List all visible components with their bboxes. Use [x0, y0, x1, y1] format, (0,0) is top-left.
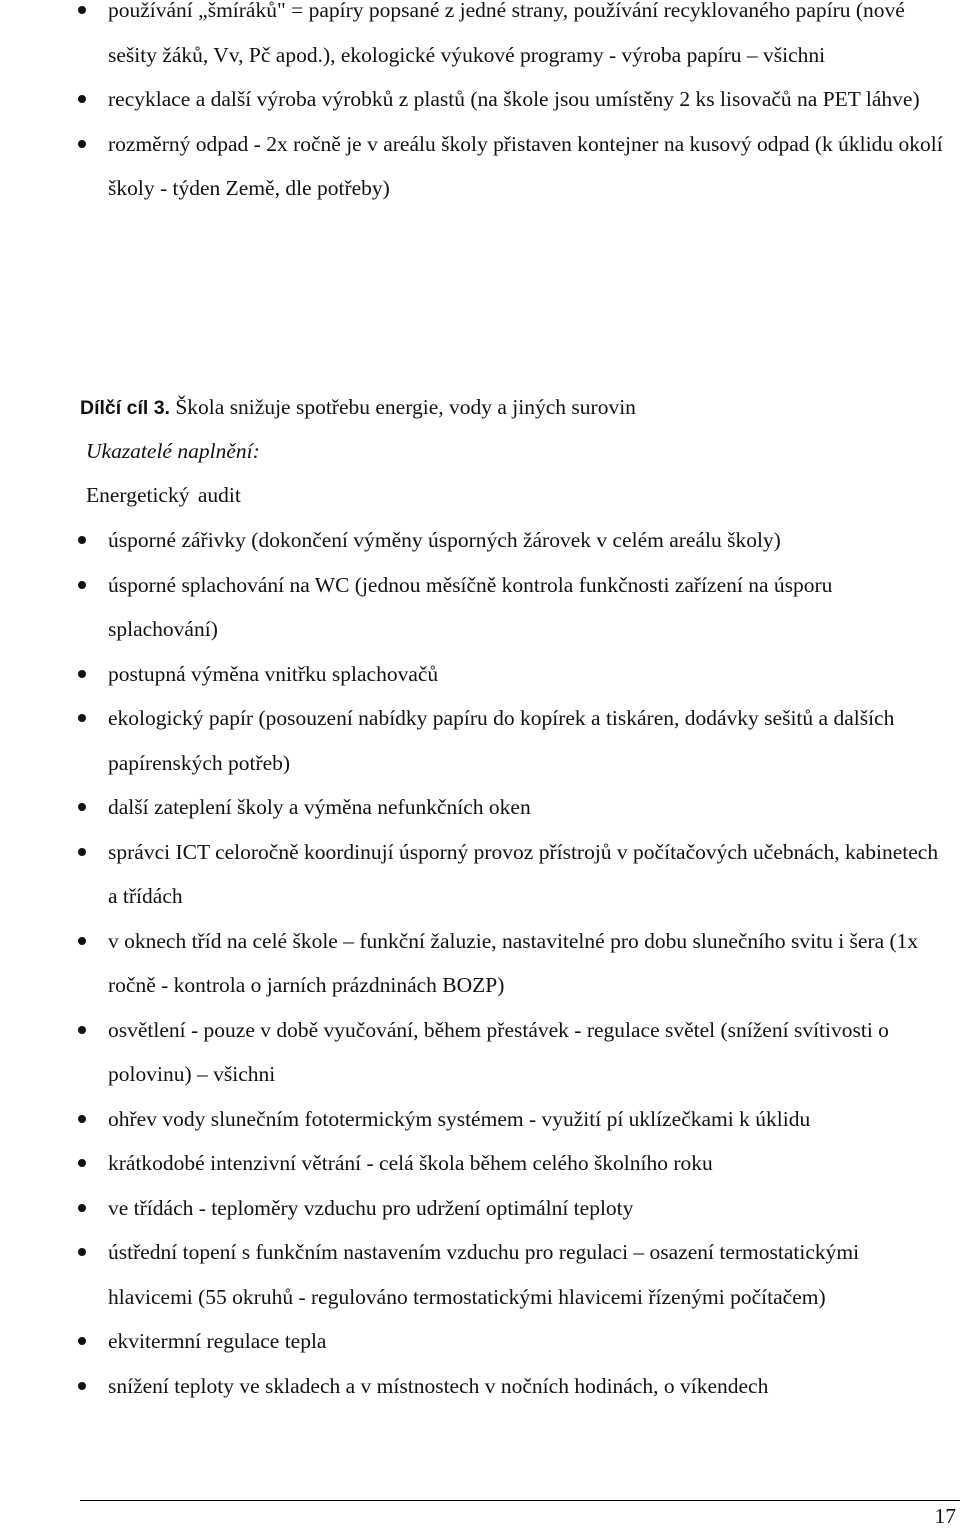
bullet-icon — [78, 714, 86, 722]
list-item — [0, 518, 960, 563]
list-item — [0, 652, 960, 697]
list-item-text: používání „šmíráků" = papíry popsané z jedné strany, používání recyklovaného papíru (nové sešity žáků, Vv, Pč apod.), ekologické výukové programy - výroba papíru – všichni — [108, 0, 905, 67]
bullet-icon — [78, 848, 86, 856]
waste-measures-list — [0, 0, 960, 211]
list-item-text: ve třídách - teploměry vzduchu pro udržení optimální teploty — [108, 1195, 634, 1220]
energy-measures-list — [0, 518, 960, 1408]
list-item — [0, 1141, 960, 1186]
bullet-icon — [78, 6, 86, 14]
bullet-icon — [78, 1115, 86, 1123]
bullet-icon — [78, 140, 86, 148]
list-item-text: rozměrný odpad - 2x ročně je v areálu školy přistaven kontejner na kusový odpad (k úklidu okolí školy - týden Země, dle potřeby) — [108, 131, 943, 200]
footer-divider — [80, 1500, 960, 1501]
bullet-icon — [78, 1337, 86, 1345]
list-item-text: ústřední topení s funkčním nastavením vzduchu pro regulaci – osazení termostatickými hlavicemi (55 okruhů - regulováno termostatickými hlavicemi řízenými počítačem) — [108, 1240, 860, 1309]
list-item-text: v oknech tříd na celé škole – funkční žaluzie, nastavitelné pro dobu slunečního svitu i šera (1x ročně - kontrola o jarních prázdninách BOZP) — [108, 928, 919, 997]
list-item — [0, 563, 960, 652]
list-item-text: ohřev vody slunečním fototermickým systémem - využití pí uklízečkami k úklidu — [108, 1106, 811, 1131]
bullet-icon — [78, 95, 86, 103]
list-item — [0, 77, 960, 122]
list-item-text: krátkodobé intenzivní větrání - celá škola během celého školního roku — [108, 1151, 713, 1175]
goal-title: Škola snižuje spotřebu energie, vody a jiných surovin — [175, 395, 636, 419]
bullet-icon — [78, 1382, 86, 1390]
list-item-text: snížení teploty ve skladech a v místnostech v nočních hodinách, o víkendech — [108, 1373, 769, 1398]
list-item-text: ekologický papír (posouzení nabídky papíru do kopírek a tiskáren, dodávky sešitů a dalších papírenských potřeb) — [108, 706, 895, 775]
list-item — [0, 830, 960, 919]
list-item — [0, 122, 960, 211]
bullet-icon — [78, 1159, 86, 1167]
bullet-icon — [78, 1248, 86, 1256]
list-item-text: recyklace a další výroba výrobků z plastů (na škole jsou umístěny 2 ks lisovačů na PET láhve) — [108, 87, 920, 111]
list-item-text: úsporné zářivky (dokončení výměny úsporných žárovek v celém areálu školy) — [108, 528, 781, 552]
list-item — [0, 696, 960, 785]
list-item — [0, 1097, 960, 1142]
bullet-icon — [78, 581, 86, 589]
list-item-text: správci ICT celoročně koordinují úsporný provoz přístrojů v počítačových učebnách, kabinetech a třídách — [108, 839, 939, 908]
list-item — [0, 1008, 960, 1097]
page-number: 17 — [934, 1504, 956, 1528]
list-item — [0, 1186, 960, 1231]
bullet-icon — [78, 803, 86, 811]
list-item-text: úsporné splachování na WC (jednou měsíčně kontrola funkčnosti zařízení na úsporu splachování) — [108, 572, 833, 641]
list-item-text: postupná výměna vnitřku splachovačů — [108, 661, 439, 686]
bullet-icon — [78, 1026, 86, 1034]
bullet-icon — [78, 1204, 86, 1212]
audit-heading: Energetický audit — [86, 483, 241, 507]
goal-heading — [80, 385, 636, 430]
list-item-text: osvětlení - pouze v době vyučování, během přestávek - regulace světel (snížení svítivosti o polovinu) – všichni — [108, 1017, 889, 1086]
list-item — [0, 1319, 960, 1364]
bullet-icon — [78, 937, 86, 945]
list-item — [0, 919, 960, 1008]
list-item — [0, 1364, 960, 1409]
list-item — [0, 1230, 960, 1319]
indicators-heading: Ukazatelé naplnění: — [86, 439, 260, 463]
list-item — [0, 785, 960, 830]
list-item — [0, 0, 960, 77]
bullet-icon — [78, 670, 86, 678]
list-item-text: ekvitermní regulace tepla — [108, 1329, 327, 1353]
bullet-icon — [78, 536, 86, 544]
list-item-text: další zateplení školy a výměna nefunkčních oken — [108, 795, 531, 819]
goal-label: Dílčí cíl 3. — [80, 397, 170, 419]
